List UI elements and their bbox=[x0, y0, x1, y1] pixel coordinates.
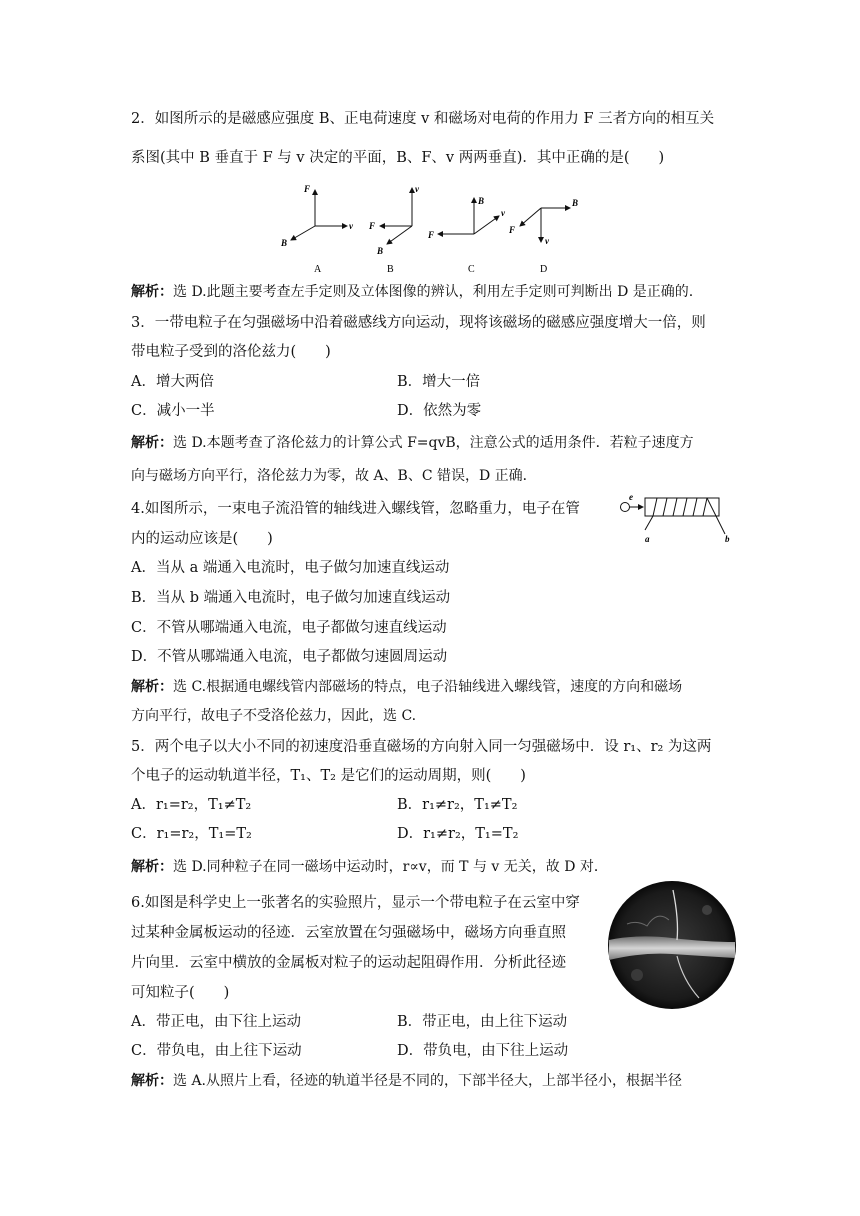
q3-line2: 带电粒子受到的洛伦兹力( ) bbox=[131, 344, 331, 360]
q5-option-d: D．r₁≠r₂，T₁=T₂ bbox=[397, 826, 519, 842]
q6-line1: 6.如图是科学史上一张著名的实验照片，显示一个带电粒子在云室中穿 bbox=[131, 895, 580, 911]
q3-option-b: B．增大一倍 bbox=[397, 374, 481, 390]
q3-analysis-text: 选 D.本题考查了洛伦兹力的计算公式 F=qvB，注意公式的适用条件．若粒子速度方 bbox=[173, 435, 694, 451]
fig-c-axes bbox=[427, 196, 506, 275]
q3-option-a: A．增大两倍 bbox=[131, 374, 214, 390]
q6-option-d: D．带负电，由下往上运动 bbox=[397, 1043, 569, 1059]
q3-analysis-2: 向与磁场方向平行，洛伦兹力为零，故 A、B、C 错误，D 正确． bbox=[131, 468, 537, 484]
analysis-tag: 解析： bbox=[131, 859, 173, 875]
fig-b-B: B bbox=[377, 246, 384, 256]
fig-e-label: e bbox=[629, 492, 633, 502]
q5-option-b: B．r₁≠r₂，T₁≠T₂ bbox=[397, 797, 518, 813]
q4-option-b: B．当从 b 端通入电流时，电子做匀加速直线运动 bbox=[131, 590, 451, 606]
analysis-tag: 解析： bbox=[131, 284, 173, 300]
fig-d-axes bbox=[508, 198, 578, 275]
q2-analysis bbox=[131, 282, 693, 302]
q5-line1: 5．两个电子以大小不同的初速度沿垂直磁场的方向射入同一匀强磁场中．设 r₁、r₂ 为这两 bbox=[131, 739, 712, 755]
fig-d-F: F bbox=[509, 225, 516, 235]
q6-option-a: A．带正电，由下往上运动 bbox=[131, 1014, 301, 1030]
q2-analysis-text: 选 D.此题主要考查左手定则及立体图像的辨认，利用左手定则可判断出 D 是正确的. bbox=[173, 284, 694, 300]
q6-analysis-text: 选 A.从照片上看，径迹的轨道半径是不同的，下部半径大，上部半径小，根据半径 bbox=[173, 1073, 683, 1089]
cloud-chamber-photo bbox=[607, 880, 737, 1010]
fig-b-F: F bbox=[369, 221, 376, 231]
q4-option-a: A．当从 a 端通入电流时，电子做匀加速直线运动 bbox=[131, 560, 450, 576]
q4-option-c: C．不管从哪端通入电流，电子都做匀速直线运动 bbox=[131, 620, 447, 636]
fig-d-v: v bbox=[545, 236, 549, 246]
q6-option-c: C．带负电，由上往下运动 bbox=[131, 1043, 302, 1059]
fig-c-v: v bbox=[501, 208, 505, 218]
q4-line1: 4.如图所示，一束电子流沿管的轴线进入螺线管，忽略重力，电子在管 bbox=[131, 501, 580, 517]
q5-option-a: A．r₁=r₂，T₁≠T₂ bbox=[131, 797, 252, 813]
fig-d-B: B bbox=[572, 198, 579, 208]
fig-a-end: a bbox=[645, 534, 650, 544]
q3-line1: 3．一带电粒子在匀强磁场中沿着磁感线方向运动，现将该磁场的磁感应强度增大一倍，则 bbox=[131, 315, 706, 331]
fig-label-d: D bbox=[540, 264, 548, 275]
fig-label-b: B bbox=[387, 264, 394, 275]
fig-b-v: v bbox=[415, 184, 419, 194]
fig-label-c: C bbox=[468, 264, 475, 275]
q4-analysis-text: 选 C.根据通电螺线管内部磁场的特点，电子沿轴线进入螺线管，速度的方向和磁场 bbox=[173, 679, 683, 695]
solenoid-figure bbox=[615, 490, 740, 545]
fig-b-end: b bbox=[725, 534, 730, 544]
fig-c-B: B bbox=[478, 196, 485, 206]
q2-figure bbox=[275, 180, 595, 280]
q6-line4: 可知粒子( ) bbox=[131, 985, 230, 1001]
q6-line3: 片向里．云室中横放的金属板对粒子的运动起阻碍作用．分析此径迹 bbox=[131, 955, 566, 971]
q4-analysis-1 bbox=[131, 677, 682, 697]
q3-option-d: D．依然为零 bbox=[397, 403, 482, 419]
analysis-tag: 解析： bbox=[131, 679, 173, 695]
q5-analysis-text: 选 D.同种粒子在同一磁场中运动时，r∝v，而 T 与 v 无关，故 D 对． bbox=[173, 859, 608, 875]
q2-line2: 系图(其中 B 垂直于 F 与 v 决定的平面，B、F、v 两两垂直)．其中正确的是( ) bbox=[131, 150, 665, 166]
q2-line1: 2．如图所示的是磁感应强度 B、正电荷速度 v 和磁场对电荷的作用力 F 三者方向的相互关 bbox=[131, 111, 715, 127]
fig-b-axes bbox=[368, 184, 420, 275]
analysis-tag: 解析： bbox=[131, 1073, 173, 1089]
fig-c-F: F bbox=[428, 230, 435, 240]
q4-option-d: D．不管从哪端通入电流，电子都做匀速圆周运动 bbox=[131, 649, 448, 665]
fig-a-axes bbox=[280, 184, 354, 275]
q6-option-b: B．带正电，由上往下运动 bbox=[397, 1014, 568, 1030]
fig-a-F: F bbox=[304, 184, 311, 194]
fig-label-a: A bbox=[314, 264, 322, 275]
q3-analysis-1 bbox=[131, 433, 694, 453]
q5-option-c: C．r₁=r₂，T₁=T₂ bbox=[131, 826, 252, 842]
q4-line2: 内的运动应该是( ) bbox=[131, 531, 273, 547]
q6-line2: 过某种金属板运动的径迹．云室放置在匀强磁场中，磁场方向垂直照 bbox=[131, 925, 566, 941]
q4-analysis-2: 方向平行，故电子不受洛伦兹力，因此，选 C. bbox=[131, 708, 417, 724]
q5-line2: 个电子的运动轨道半径，T₁、T₂ 是它们的运动周期，则( ) bbox=[131, 768, 526, 784]
analysis-tag: 解析： bbox=[131, 435, 173, 451]
fig-a-B: B bbox=[281, 238, 288, 248]
q6-analysis bbox=[131, 1071, 682, 1091]
q3-option-c: C．减小一半 bbox=[131, 403, 215, 419]
fig-a-v: v bbox=[349, 221, 353, 231]
q5-analysis bbox=[131, 857, 608, 877]
